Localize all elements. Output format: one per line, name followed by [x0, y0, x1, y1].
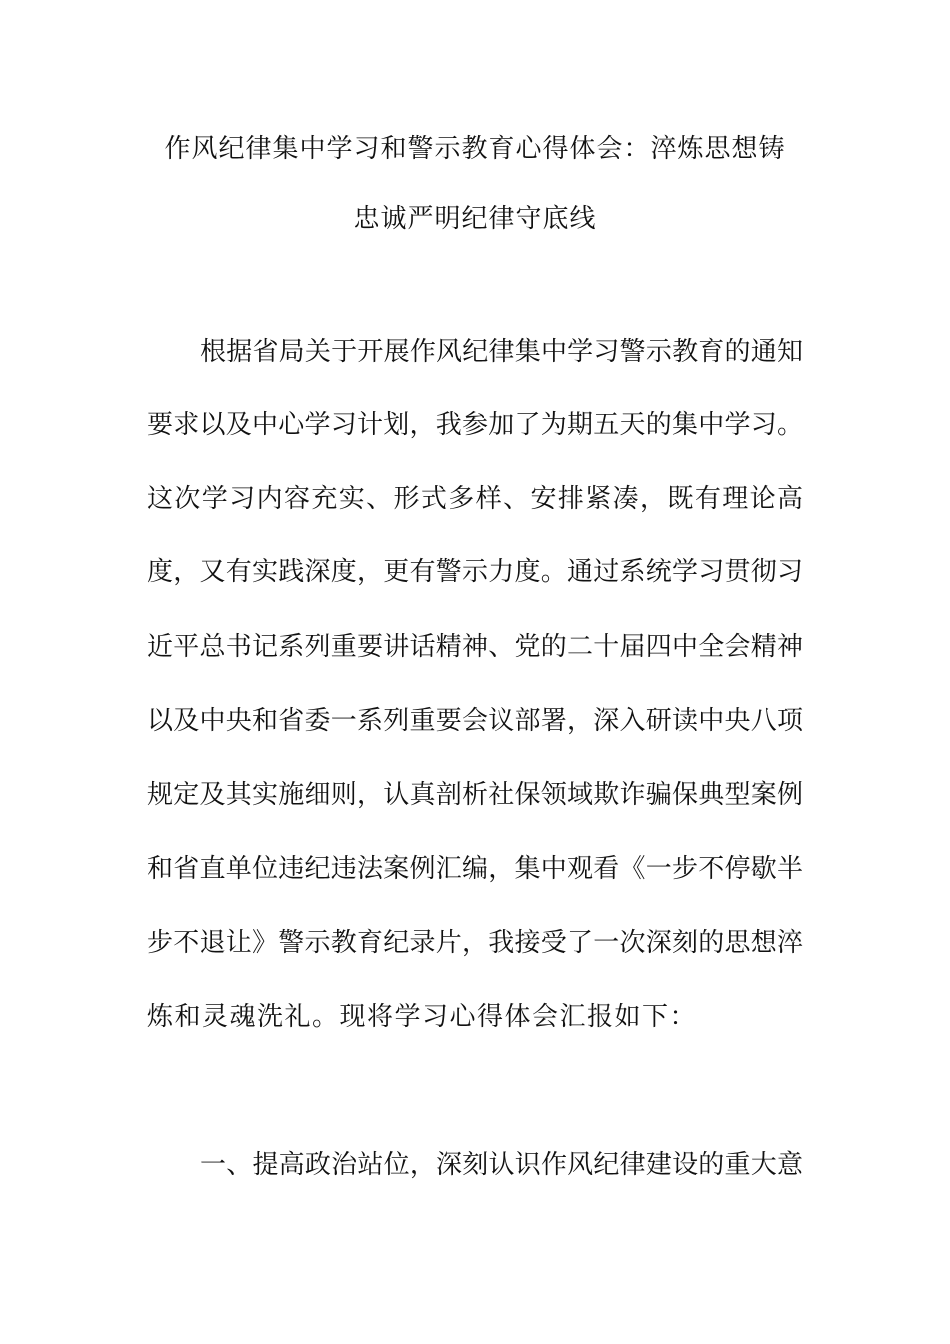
title-line-1: 作风纪律集中学习和警示教育心得体会：淬炼思想铸 [164, 134, 786, 164]
title-line-2: 忠诚严明纪律守底线 [353, 204, 597, 234]
paragraph-line: 步不退让》警示教育纪录片，我接受了一次深刻的思想淬 [147, 928, 803, 958]
paragraph-line: 根据省局关于开展作风纪律集中学习警示教育的通知 [200, 337, 803, 367]
paragraph-line: 以及中央和省委一系列重要会议部署，深入研读中央八项 [147, 706, 803, 736]
paragraph-line: 要求以及中心学习计划，我参加了为期五天的集中学习。 [147, 410, 803, 440]
paragraph-line: 和省直单位违纪违法案例汇编，集中观看《一步不停歇半 [147, 854, 803, 884]
paragraph-line: 炼和灵魂洗礼。现将学习心得体会汇报如下： [147, 1002, 698, 1032]
paragraph-line: 近平总书记系列重要讲话精神、党的二十届四中全会精神 [147, 632, 803, 662]
paragraph-line: 规定及其实施细则，认真剖析社保领域欺诈骗保典型案例 [147, 780, 803, 810]
paragraph-line: 度，又有实践深度，更有警示力度。通过系统学习贯彻习 [147, 557, 803, 587]
section-heading: 一、提高政治站位，深刻认识作风纪律建设的重大意 [200, 1150, 803, 1180]
paragraph-line: 这次学习内容充实、形式多样、安排紧凑，既有理论高 [147, 484, 803, 514]
